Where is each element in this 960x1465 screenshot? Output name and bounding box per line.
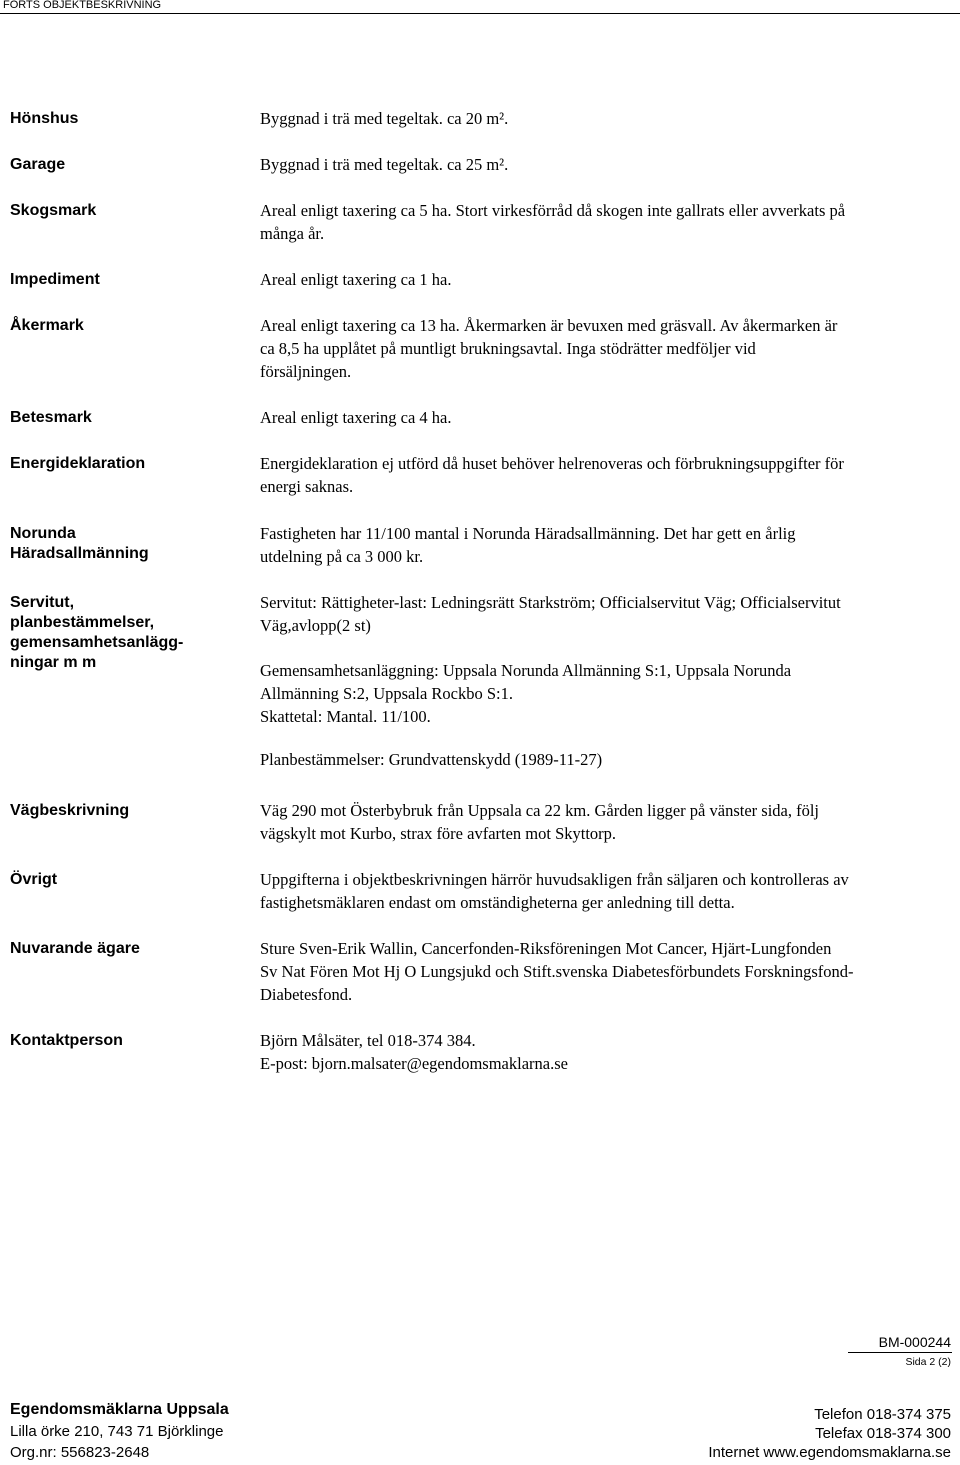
text-honshus: Byggnad i trä med tegeltak. ca 20 m². (260, 109, 509, 128)
footer-divider (848, 1352, 952, 1353)
text-betesmark: Areal enligt taxering ca 4 ha. (260, 408, 452, 427)
text-energideklaration: Energideklaration ej utförd då huset behöver helrenoveras och förbrukningsuppgifter för energi saknas. (260, 454, 844, 496)
text-akermark: Areal enligt taxering ca 13 ha. Åkermarken är bevuxen med gräsvall. Av åkermarken är ca 8,5 ha upplåtet på muntligt brukningsavtal. Inga stödrätter medföljer vid försäljningen. (260, 316, 838, 381)
label-honshus: Hönshus (10, 110, 79, 127)
label-betesmark: Betesmark (10, 409, 92, 426)
label-skogsmark: Skogsmark (10, 202, 97, 219)
text-planbestammelser: Planbestämmelser: Grundvattenskydd (1989-11-27) (260, 750, 603, 769)
reference-code: BM-000244 (878, 1334, 951, 1350)
text-impediment: Areal enligt taxering ca 1 ha. (260, 270, 452, 289)
label-vagbeskrivning: Vägbeskrivning (10, 802, 130, 819)
footer-address: Lilla örke 210, 743 71 Björklinge (10, 1423, 224, 1440)
label-nuvarande-agare: Nuvarande ägare (10, 940, 140, 957)
label-impediment: Impediment (10, 271, 100, 288)
label-norunda-haradsallmanning: Norunda Häradsallmänning (10, 525, 149, 562)
text-kontaktperson: Björn Målsäter, tel 018-374 384. E-post: bjorn.malsater@egendomsmaklarna.se (260, 1031, 568, 1073)
text-ovrigt: Uppgifterna i objektbeskrivningen härrör huvudsakligen från säljaren och kontrolleras av fastighetsmäklaren endast om omständigheterna ger anledning till detta. (260, 870, 849, 912)
text-nuvarande-agare: Sture Sven-Erik Wallin, Cancerfonden-Riksföreningen Mot Cancer, Hjärt-Lungfonden Sv Nat Fören Mot Hj O Lungsjukd och Stift.svenska Diabetesförbundets Forskningsfond- Diabetesfond. (260, 939, 854, 1004)
text-vagbeskrivning: Väg 290 mot Österbybruk från Uppsala ca 22 km. Gården ligger på vänster sida, följ vägskylt mot Kurbo, strax före avfarten mot Skyttorp. (260, 801, 820, 843)
label-kontaktperson: Kontaktperson (10, 1032, 123, 1049)
header-title: FORTS OBJEKTBESKRIVNING (3, 0, 162, 11)
text-skogsmark: Areal enligt taxering ca 5 ha. Stort virkesförråd då skogen inte gallrats eller avverkats på många år. (260, 201, 846, 243)
label-garage: Garage (10, 156, 66, 173)
label-ovrigt: Övrigt (10, 871, 58, 888)
footer-fax: Telefax 018-374 300 (815, 1425, 951, 1442)
footer-website: Internet www.egendomsmaklarna.se (708, 1444, 951, 1461)
text-servitut: Servitut: Rättigheter-last: Ledningsrätt Starkström; Officialservitut Väg; Officialservitut Väg,avlopp(2 st) (260, 593, 841, 635)
footer-phone: Telefon 018-374 375 (814, 1406, 951, 1423)
label-energideklaration: Energideklaration (10, 455, 146, 472)
text-gemensamhetsanlaggning: Gemensamhetsanläggning: Uppsala Norunda Allmänning S:1, Uppsala Norunda Allmänning S:2, Uppsala Rockbo S:1. Skattetal: Mantal. 11/100. (260, 661, 792, 726)
footer-company-name: Egendomsmäklarna Uppsala (10, 1401, 229, 1418)
label-akermark: Åkermark (10, 317, 84, 334)
header-bar (0, 0, 960, 14)
label-servitut: Servitut, planbestämmelser, gemensamhetsanlägg- ningar m m (10, 594, 184, 671)
footer-org-number: Org.nr: 556823-2648 (10, 1444, 150, 1461)
page-number: Sida 2 (2) (905, 1356, 951, 1368)
text-norunda-haradsallmanning: Fastigheten har 11/100 mantal i Norunda Häradsallmänning. Det har gett en årlig utdelning på ca 3 000 kr. (260, 524, 796, 566)
text-garage: Byggnad i trä med tegeltak. ca 25 m². (260, 155, 509, 174)
